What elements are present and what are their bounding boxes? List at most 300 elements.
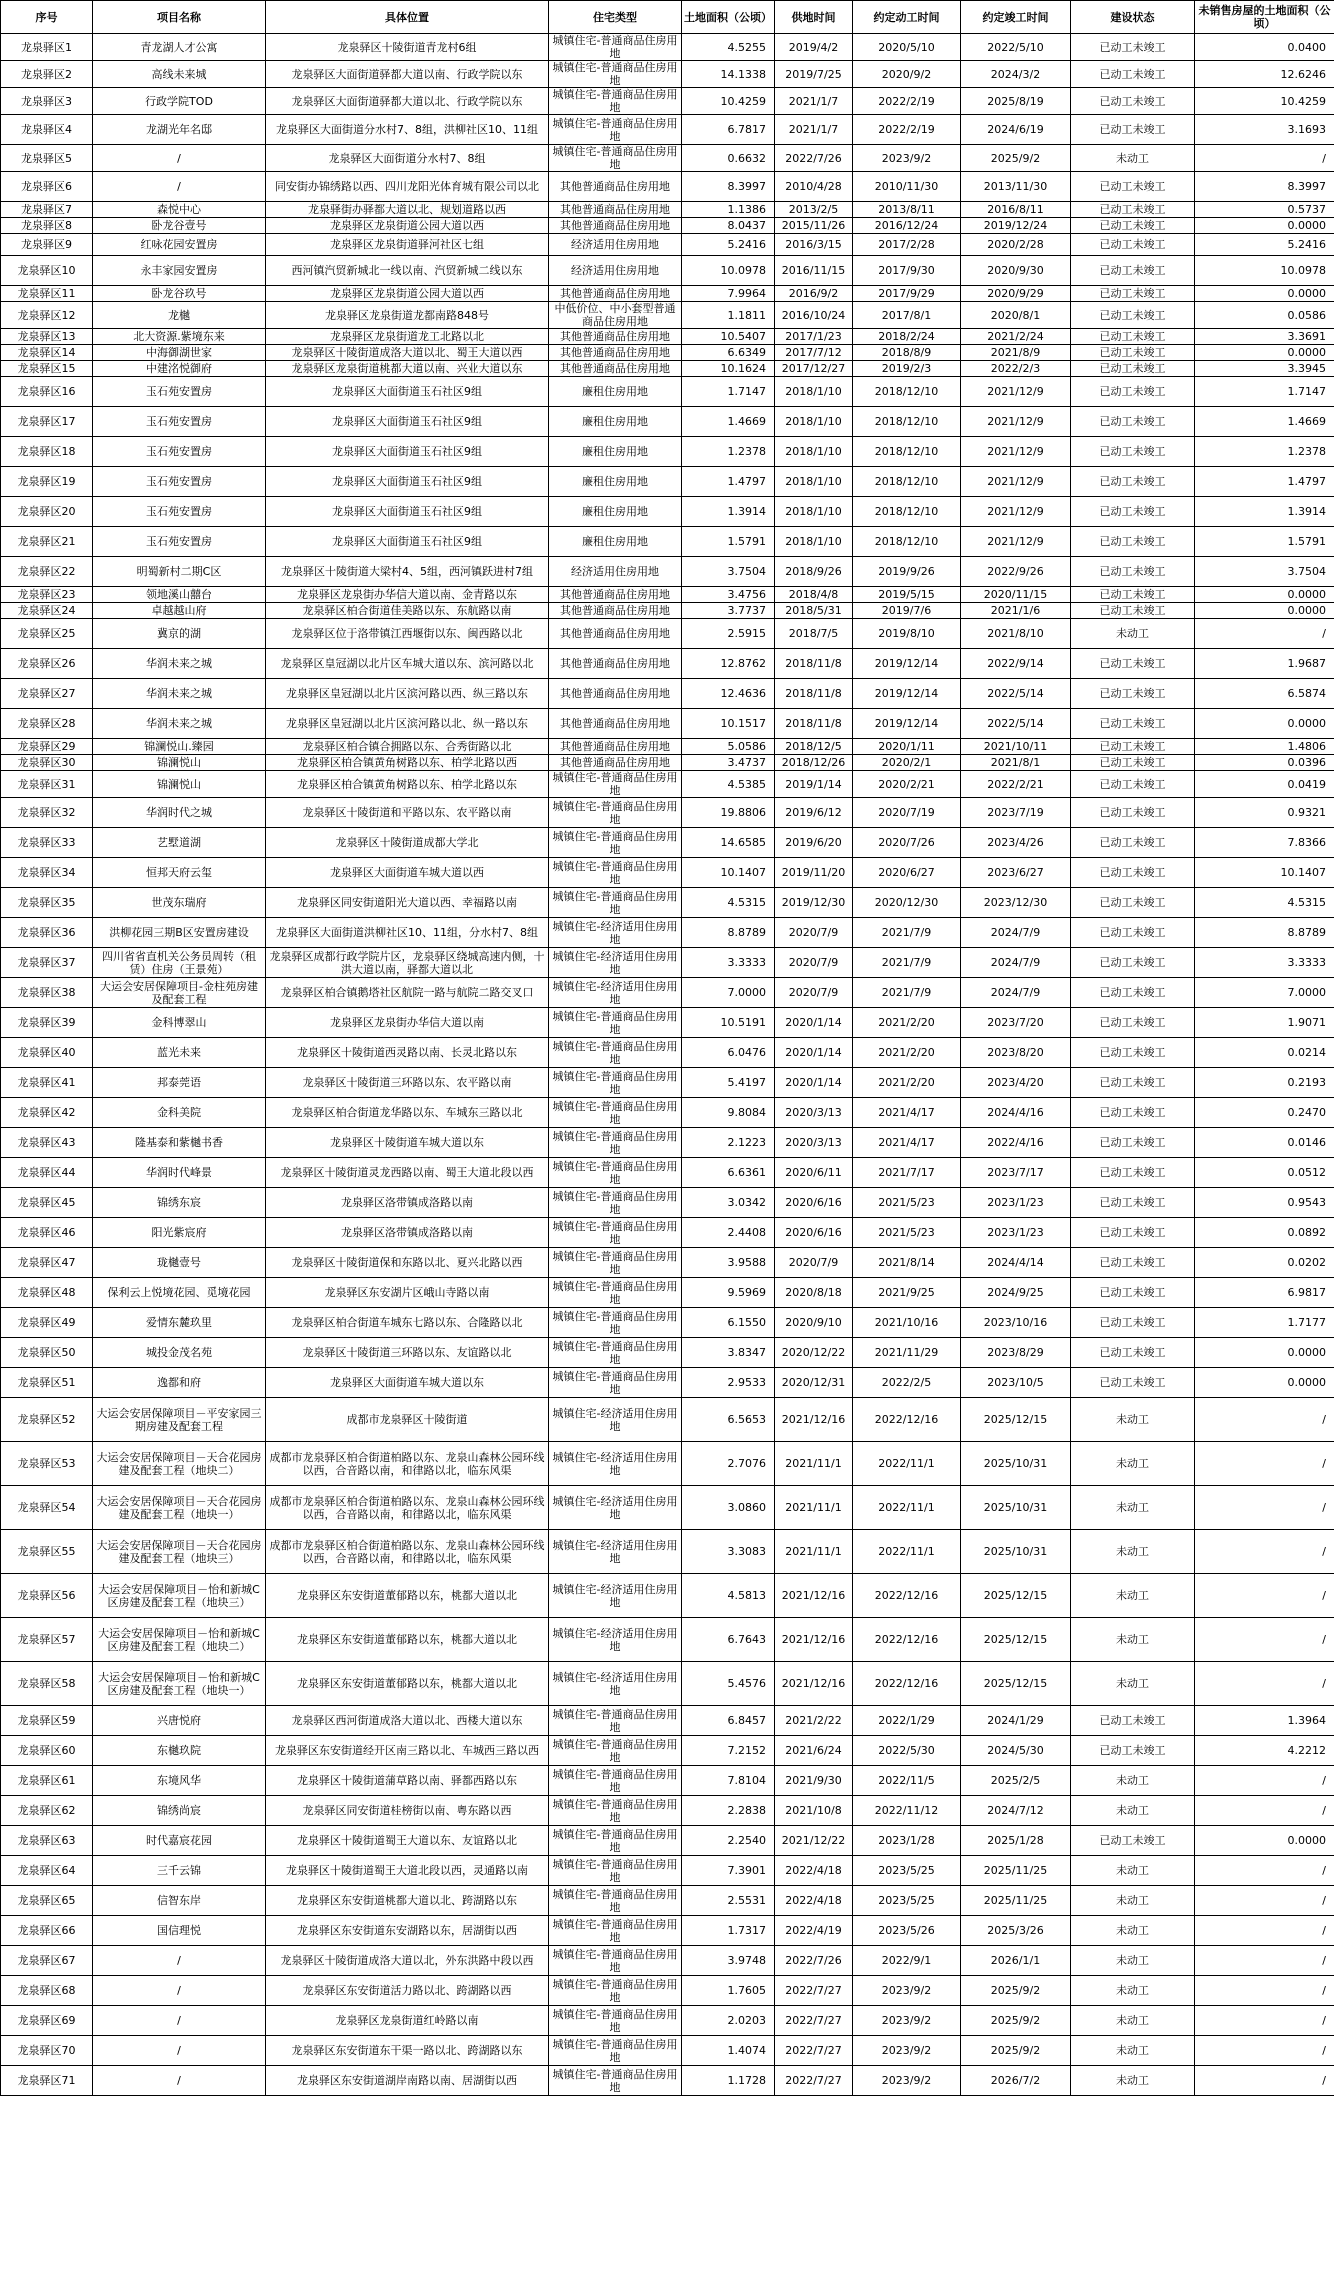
completion-date-cell: 2023/7/17 <box>961 1158 1071 1188</box>
completion-date-cell: 2025/11/25 <box>961 1856 1071 1886</box>
start-date-cell: 2017/9/30 <box>853 256 961 286</box>
project-name-cell: 高线未来城 <box>93 61 266 88</box>
start-date-cell: 2016/12/24 <box>853 218 961 234</box>
completion-date-cell: 2025/9/2 <box>961 2036 1071 2066</box>
land-area-cell: 12.8762 <box>682 649 775 679</box>
start-date-cell: 2021/7/9 <box>853 918 961 948</box>
completion-date-cell: 2023/4/20 <box>961 1068 1071 1098</box>
serial-cell: 龙泉驿区61 <box>1 1766 93 1796</box>
serial-cell: 龙泉驿区68 <box>1 1976 93 2006</box>
serial-cell: 龙泉驿区31 <box>1 771 93 798</box>
start-date-cell: 2018/8/9 <box>853 345 961 361</box>
status-cell: 已动工未竣工 <box>1071 218 1195 234</box>
location-cell: 龙泉驿区龙泉街办华信大道以南 <box>266 1008 549 1038</box>
start-date-cell: 2018/12/10 <box>853 527 961 557</box>
completion-date-cell: 2022/9/14 <box>961 649 1071 679</box>
location-cell: 成都市龙泉驿区柏合街道柏路以东、龙泉山森林公园环线以西，合音路以南，和律路以北，临东风渠 <box>266 1486 549 1530</box>
land-area-cell: 7.3901 <box>682 1856 775 1886</box>
location-cell: 龙泉驿区大面街道车城大道以东 <box>266 1368 549 1398</box>
serial-cell: 龙泉驿区45 <box>1 1188 93 1218</box>
housing-type-cell: 城镇住宅-普通商品住房用地 <box>549 1248 682 1278</box>
supply-date-cell: 2022/7/27 <box>775 2006 853 2036</box>
supply-date-cell: 2018/1/10 <box>775 407 853 437</box>
supply-date-cell: 2022/4/18 <box>775 1886 853 1916</box>
status-cell: 已动工未竣工 <box>1071 828 1195 858</box>
unsold-area-cell: 1.7177 <box>1195 1308 1334 1338</box>
project-name-cell: 华润未来之城 <box>93 679 266 709</box>
serial-cell: 龙泉驿区15 <box>1 361 93 377</box>
completion-date-cell: 2022/2/21 <box>961 771 1071 798</box>
status-cell: 未动工 <box>1071 2066 1195 2096</box>
table-row <box>1 1706 1334 1736</box>
serial-cell: 龙泉驿区19 <box>1 467 93 497</box>
location-cell: 龙泉驿区大面街道车城大道以西 <box>266 858 549 888</box>
land-area-cell: 8.3997 <box>682 172 775 202</box>
housing-type-cell: 城镇住宅-普通商品住房用地 <box>549 1736 682 1766</box>
table-row <box>1 234 1334 256</box>
project-name-cell: 龙湖光年名邸 <box>93 115 266 145</box>
serial-cell: 龙泉驿区65 <box>1 1886 93 1916</box>
project-name-cell: 玉石苑安置房 <box>93 497 266 527</box>
start-date-cell: 2022/12/16 <box>853 1574 961 1618</box>
unsold-area-cell: 1.3914 <box>1195 497 1334 527</box>
start-date-cell: 2022/2/19 <box>853 115 961 145</box>
housing-type-cell: 廉租住房用地 <box>549 407 682 437</box>
completion-date-cell: 2023/8/29 <box>961 1338 1071 1368</box>
land-area-cell: 2.1223 <box>682 1128 775 1158</box>
land-area-cell: 4.5813 <box>682 1574 775 1618</box>
status-cell: 已动工未竣工 <box>1071 202 1195 218</box>
housing-type-cell: 城镇住宅-普通商品住房用地 <box>549 1766 682 1796</box>
status-cell: 已动工未竣工 <box>1071 888 1195 918</box>
unsold-area-cell: 0.0202 <box>1195 1248 1334 1278</box>
location-cell: 龙泉驿区洛带镇成洛路以南 <box>266 1188 549 1218</box>
start-date-cell: 2021/5/23 <box>853 1188 961 1218</box>
status-cell: 已动工未竣工 <box>1071 1188 1195 1218</box>
housing-type-cell: 廉租住房用地 <box>549 377 682 407</box>
supply-date-cell: 2020/3/13 <box>775 1098 853 1128</box>
start-date-header: 约定动工时间 <box>853 1 961 34</box>
unsold-area-cell: 10.1407 <box>1195 858 1334 888</box>
table-row <box>1 2006 1334 2036</box>
land-area-cell: 10.1407 <box>682 858 775 888</box>
start-date-cell: 2022/2/19 <box>853 88 961 115</box>
start-date-cell: 2019/12/14 <box>853 649 961 679</box>
start-date-cell: 2018/12/10 <box>853 437 961 467</box>
serial-cell: 龙泉驿区41 <box>1 1068 93 1098</box>
supply-date-cell: 2022/4/18 <box>775 1856 853 1886</box>
start-date-cell: 2021/4/17 <box>853 1098 961 1128</box>
unsold-area-cell: 6.5874 <box>1195 679 1334 709</box>
supply-date-cell: 2016/9/2 <box>775 286 853 302</box>
land-area-cell: 1.4797 <box>682 467 775 497</box>
project-name-cell: 锦绣尚宸 <box>93 1796 266 1826</box>
completion-date-cell: 2023/6/27 <box>961 858 1071 888</box>
project-name-cell: 金科博翠山 <box>93 1008 266 1038</box>
housing-type-cell: 其他普通商品住房用地 <box>549 218 682 234</box>
unsold-area-cell: 1.4806 <box>1195 739 1334 755</box>
location-cell: 成都市龙泉驿区柏合街道柏路以东、龙泉山森林公园环线以西，合音路以南，和律路以北，临东风渠 <box>266 1442 549 1486</box>
status-cell: 已动工未竣工 <box>1071 918 1195 948</box>
status-cell: 未动工 <box>1071 1976 1195 2006</box>
location-cell: 龙泉驿区龙泉街道龙都南路848号 <box>266 302 549 329</box>
completion-date-cell: 2021/12/9 <box>961 437 1071 467</box>
completion-date-cell: 2023/10/5 <box>961 1368 1071 1398</box>
location-cell: 龙泉驿区大面街道玉石社区9组 <box>266 407 549 437</box>
housing-type-cell: 城镇住宅-普通商品住房用地 <box>549 34 682 61</box>
location-cell: 龙泉驿区十陵街道蜀王大道以东、友谊路以北 <box>266 1826 549 1856</box>
completion-date-cell: 2020/2/28 <box>961 234 1071 256</box>
location-cell: 龙泉驿区柏合镇黄角树路以东、柏学北路以西 <box>266 755 549 771</box>
table-row <box>1 603 1334 619</box>
location-header: 具体位置 <box>266 1 549 34</box>
housing-type-cell: 城镇住宅-普通商品住房用地 <box>549 1916 682 1946</box>
completion-date-cell: 2024/9/25 <box>961 1278 1071 1308</box>
project-name-cell: 锦澜悦山 <box>93 771 266 798</box>
table-row <box>1 1008 1334 1038</box>
status-cell: 已动工未竣工 <box>1071 361 1195 377</box>
land-area-cell: 3.0342 <box>682 1188 775 1218</box>
location-cell: 龙泉驿区大面街道洪柳社区10、11组，分水村7、8组 <box>266 918 549 948</box>
supply-date-cell: 2016/11/15 <box>775 256 853 286</box>
unsold-area-cell: 0.2470 <box>1195 1098 1334 1128</box>
supply-date-cell: 2021/2/22 <box>775 1706 853 1736</box>
start-date-cell: 2018/12/10 <box>853 377 961 407</box>
housing-type-cell: 城镇住宅-普通商品住房用地 <box>549 1128 682 1158</box>
location-cell: 龙泉驿区同安街道阳光大道以西、幸福路以南 <box>266 888 549 918</box>
status-cell: 已动工未竣工 <box>1071 437 1195 467</box>
table-row <box>1 172 1334 202</box>
serial-cell: 龙泉驿区10 <box>1 256 93 286</box>
start-date-cell: 2023/9/2 <box>853 145 961 172</box>
supply-date-cell: 2020/1/14 <box>775 1068 853 1098</box>
unsold-area-cell: 1.9687 <box>1195 649 1334 679</box>
location-cell: 成都市龙泉驿区柏合街道柏路以东、龙泉山森林公园环线以西，合音路以南，和律路以北，临东风渠 <box>266 1530 549 1574</box>
completion-date-cell: 2025/12/15 <box>961 1398 1071 1442</box>
project-name-cell: 玉石苑安置房 <box>93 437 266 467</box>
unsold-area-cell: 5.2416 <box>1195 234 1334 256</box>
project-name-cell: 兴唐悦府 <box>93 1706 266 1736</box>
start-date-cell: 2020/6/27 <box>853 858 961 888</box>
table-row <box>1 1916 1334 1946</box>
land-area-cell: 3.7737 <box>682 603 775 619</box>
location-cell: 成都市龙泉驿区十陵街道 <box>266 1398 549 1442</box>
table-row <box>1 88 1334 115</box>
unsold-area-cell: / <box>1195 619 1334 649</box>
start-date-cell: 2023/5/25 <box>853 1856 961 1886</box>
project-name-cell: 中建洺悦御府 <box>93 361 266 377</box>
table-row <box>1 1856 1334 1886</box>
start-date-cell: 2020/12/30 <box>853 888 961 918</box>
start-date-cell: 2021/5/23 <box>853 1218 961 1248</box>
start-date-cell: 2022/11/5 <box>853 1766 961 1796</box>
unsold-area-cell: / <box>1195 1442 1334 1486</box>
start-date-cell: 2021/7/9 <box>853 948 961 978</box>
table-row <box>1 1188 1334 1218</box>
land-area-cell: 2.4408 <box>682 1218 775 1248</box>
housing-type-cell: 城镇住宅-经济适用住房用地 <box>549 978 682 1008</box>
serial-cell: 龙泉驿区56 <box>1 1574 93 1618</box>
serial-cell: 龙泉驿区64 <box>1 1856 93 1886</box>
project-name-cell: 逸都和府 <box>93 1368 266 1398</box>
location-cell: 龙泉驿区东安街道经开区南三路以北、车城西三路以西 <box>266 1736 549 1766</box>
unsold-area-cell: 1.5791 <box>1195 527 1334 557</box>
supply-date-cell: 2018/11/8 <box>775 679 853 709</box>
completion-date-cell: 2022/5/14 <box>961 709 1071 739</box>
status-cell: 未动工 <box>1071 1618 1195 1662</box>
location-cell: 龙泉驿区十陵街道青龙村6组 <box>266 34 549 61</box>
serial-cell: 龙泉驿区6 <box>1 172 93 202</box>
completion-date-cell: 2020/8/1 <box>961 302 1071 329</box>
completion-date-cell: 2022/4/16 <box>961 1128 1071 1158</box>
table-row <box>1 467 1334 497</box>
completion-date-cell: 2025/9/2 <box>961 2006 1071 2036</box>
unsold-area-cell: 1.2378 <box>1195 437 1334 467</box>
housing-type-cell: 城镇住宅-普通商品住房用地 <box>549 1068 682 1098</box>
table-row <box>1 1248 1334 1278</box>
completion-date-cell: 2023/7/20 <box>961 1008 1071 1038</box>
project-name-cell: 阳光紫宸府 <box>93 1218 266 1248</box>
land-area-cell: 10.0978 <box>682 256 775 286</box>
completion-date-cell: 2022/5/14 <box>961 679 1071 709</box>
start-date-cell: 2022/2/5 <box>853 1368 961 1398</box>
location-cell: 龙泉驿区龙泉街道龙工北路以北 <box>266 329 549 345</box>
unsold-area-cell: 0.0000 <box>1195 218 1334 234</box>
housing-type-cell: 其他普通商品住房用地 <box>549 172 682 202</box>
start-date-cell: 2019/2/3 <box>853 361 961 377</box>
serial-cell: 龙泉驿区49 <box>1 1308 93 1338</box>
serial-cell: 龙泉驿区4 <box>1 115 93 145</box>
land-area-cell: 10.1624 <box>682 361 775 377</box>
unsold-area-cell: 1.9071 <box>1195 1008 1334 1038</box>
housing-type-cell: 其他普通商品住房用地 <box>549 286 682 302</box>
table-row <box>1 709 1334 739</box>
table-row <box>1 202 1334 218</box>
serial-cell: 龙泉驿区55 <box>1 1530 93 1574</box>
status-cell: 未动工 <box>1071 1796 1195 1826</box>
supply-date-cell: 2020/9/10 <box>775 1308 853 1338</box>
completion-date-cell: 2025/3/26 <box>961 1916 1071 1946</box>
housing-type-cell: 城镇住宅-普通商品住房用地 <box>549 2006 682 2036</box>
start-date-cell: 2021/8/14 <box>853 1248 961 1278</box>
supply-date-cell: 2022/7/26 <box>775 145 853 172</box>
housing-type-cell: 城镇住宅-普通商品住房用地 <box>549 858 682 888</box>
start-date-cell: 2020/2/1 <box>853 755 961 771</box>
status-cell: 未动工 <box>1071 2006 1195 2036</box>
status-cell: 已动工未竣工 <box>1071 1736 1195 1766</box>
location-cell: 龙泉驿区十陵街道成洛大道以北、蜀王大道以西 <box>266 345 549 361</box>
project-name-cell: / <box>93 172 266 202</box>
start-date-cell: 2019/12/14 <box>853 679 961 709</box>
unsold-area-cell: 8.8789 <box>1195 918 1334 948</box>
land-area-cell: 5.2416 <box>682 234 775 256</box>
serial-cell: 龙泉驿区39 <box>1 1008 93 1038</box>
start-date-cell: 2023/9/2 <box>853 2036 961 2066</box>
housing-type-cell: 城镇住宅-经济适用住房用地 <box>549 1398 682 1442</box>
unsold-area-cell: 0.9543 <box>1195 1188 1334 1218</box>
status-cell: 已动工未竣工 <box>1071 755 1195 771</box>
status-cell: 已动工未竣工 <box>1071 329 1195 345</box>
completion-date-cell: 2025/2/5 <box>961 1766 1071 1796</box>
land-area-cell: 6.5653 <box>682 1398 775 1442</box>
unsold-area-cell: / <box>1195 1886 1334 1916</box>
supply-date-cell: 2017/1/23 <box>775 329 853 345</box>
unsold-area-cell: 0.0000 <box>1195 709 1334 739</box>
serial-cell: 龙泉驿区35 <box>1 888 93 918</box>
serial-cell: 龙泉驿区33 <box>1 828 93 858</box>
land-area-cell: 6.1550 <box>682 1308 775 1338</box>
table-row <box>1 587 1334 603</box>
project-name-cell: 邦泰莞语 <box>93 1068 266 1098</box>
start-date-cell: 2023/9/2 <box>853 2066 961 2096</box>
housing-type-cell: 城镇住宅-经济适用住房用地 <box>549 918 682 948</box>
housing-type-cell: 城镇住宅-普通商品住房用地 <box>549 828 682 858</box>
housing-type-cell: 其他普通商品住房用地 <box>549 709 682 739</box>
table-row <box>1 527 1334 557</box>
project-name-cell: 洪柳花园三期B区安置房建设 <box>93 918 266 948</box>
supply-date-cell: 2016/3/15 <box>775 234 853 256</box>
supply-date-cell: 2018/1/10 <box>775 497 853 527</box>
project-name-cell: 大运会安居保障项目－怡和新城C区房建及配套工程（地块三） <box>93 1574 266 1618</box>
completion-date-cell: 2024/4/14 <box>961 1248 1071 1278</box>
start-date-cell: 2020/1/11 <box>853 739 961 755</box>
housing-type-cell: 其他普通商品住房用地 <box>549 679 682 709</box>
housing-type-cell: 经济适用住房用地 <box>549 256 682 286</box>
housing-type-cell: 城镇住宅-普通商品住房用地 <box>549 2066 682 2096</box>
land-area-cell: 1.7605 <box>682 1976 775 2006</box>
location-cell: 龙泉驿区龙泉街道驿河社区七组 <box>266 234 549 256</box>
land-area-cell: 9.8084 <box>682 1098 775 1128</box>
location-cell: 龙泉驿区皇冠湖以北片区车城大道以东、滨河路以北 <box>266 649 549 679</box>
completion-date-cell: 2026/1/1 <box>961 1946 1071 1976</box>
project-name-cell: 卓越越山府 <box>93 603 266 619</box>
start-date-cell: 2018/2/24 <box>853 329 961 345</box>
housing-type-cell: 廉租住房用地 <box>549 467 682 497</box>
completion-date-cell: 2023/4/26 <box>961 828 1071 858</box>
supply-date-cell: 2021/11/1 <box>775 1486 853 1530</box>
supply-date-cell: 2022/7/27 <box>775 2036 853 2066</box>
land-area-cell: 4.5255 <box>682 34 775 61</box>
table-row <box>1 2036 1334 2066</box>
table-header <box>1 1 1334 34</box>
unsold-area-cell: 4.2212 <box>1195 1736 1334 1766</box>
status-cell: 未动工 <box>1071 619 1195 649</box>
location-cell: 龙泉驿区成都行政学院片区，龙泉驿区绕城高速内侧，十洪大道以南，驿都大道以北 <box>266 948 549 978</box>
status-cell: 已动工未竣工 <box>1071 61 1195 88</box>
unsold-area-cell: / <box>1195 145 1334 172</box>
unsold-area-cell: 0.0000 <box>1195 1368 1334 1398</box>
unsold-area-cell: 0.5737 <box>1195 202 1334 218</box>
project-name-cell: 华润时代之城 <box>93 798 266 828</box>
table-row <box>1 1368 1334 1398</box>
housing-type-cell: 廉租住房用地 <box>549 497 682 527</box>
completion-date-cell: 2021/8/1 <box>961 755 1071 771</box>
project-name-cell: 国信理悦 <box>93 1916 266 1946</box>
table-row <box>1 1442 1334 1486</box>
start-date-cell: 2021/4/17 <box>853 1128 961 1158</box>
housing-type-cell: 其他普通商品住房用地 <box>549 649 682 679</box>
supply-date-cell: 2018/5/31 <box>775 603 853 619</box>
project-name-cell: 恒邦天府云玺 <box>93 858 266 888</box>
unsold-area-cell: 6.9817 <box>1195 1278 1334 1308</box>
serial-cell: 龙泉驿区60 <box>1 1736 93 1766</box>
housing-type-cell: 城镇住宅-普通商品住房用地 <box>549 61 682 88</box>
project-name-cell: 四川省省直机关公务员周转（租赁）住房（王景苑） <box>93 948 266 978</box>
project-name-cell: / <box>93 1976 266 2006</box>
land-area-cell: 3.4737 <box>682 755 775 771</box>
location-cell: 龙泉驿区龙泉街道红岭路以南 <box>266 2006 549 2036</box>
land-area-cell: 3.3083 <box>682 1530 775 1574</box>
table-row <box>1 437 1334 467</box>
supply-date-cell: 2021/12/16 <box>775 1618 853 1662</box>
project-name-cell: 世茂东瑞府 <box>93 888 266 918</box>
location-cell: 龙泉驿区十陵街道保和东路以北、夏兴北路以西 <box>266 1248 549 1278</box>
location-cell: 龙泉驿区东安街道桃都大道以北、跨湖路以东 <box>266 1886 549 1916</box>
project-name-cell: 青龙湖人才公寓 <box>93 34 266 61</box>
completion-date-cell: 2024/7/12 <box>961 1796 1071 1826</box>
project-name-cell: / <box>93 145 266 172</box>
start-date-cell: 2018/12/10 <box>853 497 961 527</box>
completion-date-cell: 2020/11/15 <box>961 587 1071 603</box>
location-cell: 龙泉驿区东安街道活力路以北、跨湖路以西 <box>266 1976 549 2006</box>
supply-date-cell: 2021/12/16 <box>775 1662 853 1706</box>
housing-type-cell: 城镇住宅-普通商品住房用地 <box>549 1278 682 1308</box>
serial-cell: 龙泉驿区59 <box>1 1706 93 1736</box>
unsold-area-header: 未销售房屋的土地面积（公顷） <box>1195 1 1334 34</box>
project-name-cell: 卧龙谷玖号 <box>93 286 266 302</box>
land-area-cell: 1.4669 <box>682 407 775 437</box>
start-date-cell: 2020/7/26 <box>853 828 961 858</box>
land-area-cell: 4.5315 <box>682 888 775 918</box>
serial-cell: 龙泉驿区67 <box>1 1946 93 1976</box>
completion-date-cell: 2025/11/25 <box>961 1886 1071 1916</box>
land-area-cell: 5.4197 <box>682 1068 775 1098</box>
supply-date-cell: 2020/7/9 <box>775 978 853 1008</box>
project-name-cell: 冀京的湖 <box>93 619 266 649</box>
start-date-cell: 2018/12/10 <box>853 407 961 437</box>
serial-cell: 龙泉驿区29 <box>1 739 93 755</box>
completion-date-cell: 2021/1/6 <box>961 603 1071 619</box>
table-row <box>1 1486 1334 1530</box>
status-cell: 未动工 <box>1071 1398 1195 1442</box>
completion-date-cell: 2024/5/30 <box>961 1736 1071 1766</box>
serial-cell: 龙泉驿区50 <box>1 1338 93 1368</box>
housing-type-cell: 城镇住宅-经济适用住房用地 <box>549 948 682 978</box>
serial-cell: 龙泉驿区5 <box>1 145 93 172</box>
serial-cell: 龙泉驿区69 <box>1 2006 93 2036</box>
status-cell: 未动工 <box>1071 1886 1195 1916</box>
location-cell: 龙泉驿区十陵街道三环路以东、农平路以南 <box>266 1068 549 1098</box>
start-date-cell: 2021/7/9 <box>853 978 961 1008</box>
start-date-cell: 2022/12/16 <box>853 1398 961 1442</box>
land-area-cell: 6.0476 <box>682 1038 775 1068</box>
project-name-cell: 华润未来之城 <box>93 649 266 679</box>
land-area-cell: 1.1728 <box>682 2066 775 2096</box>
start-date-cell: 2017/2/28 <box>853 234 961 256</box>
table-row <box>1 497 1334 527</box>
land-area-cell: 10.1517 <box>682 709 775 739</box>
table-row <box>1 649 1334 679</box>
table-row <box>1 1278 1334 1308</box>
land-area-cell: 1.1386 <box>682 202 775 218</box>
table-row <box>1 361 1334 377</box>
location-cell: 龙泉驿区东安街道董郁路以东，桃都大道以北 <box>266 1662 549 1706</box>
supply-date-cell: 2016/10/24 <box>775 302 853 329</box>
status-cell: 已动工未竣工 <box>1071 34 1195 61</box>
serial-cell: 龙泉驿区37 <box>1 948 93 978</box>
serial-cell: 龙泉驿区58 <box>1 1662 93 1706</box>
location-cell: 龙泉驿区大面街道分水村7、8组 <box>266 145 549 172</box>
